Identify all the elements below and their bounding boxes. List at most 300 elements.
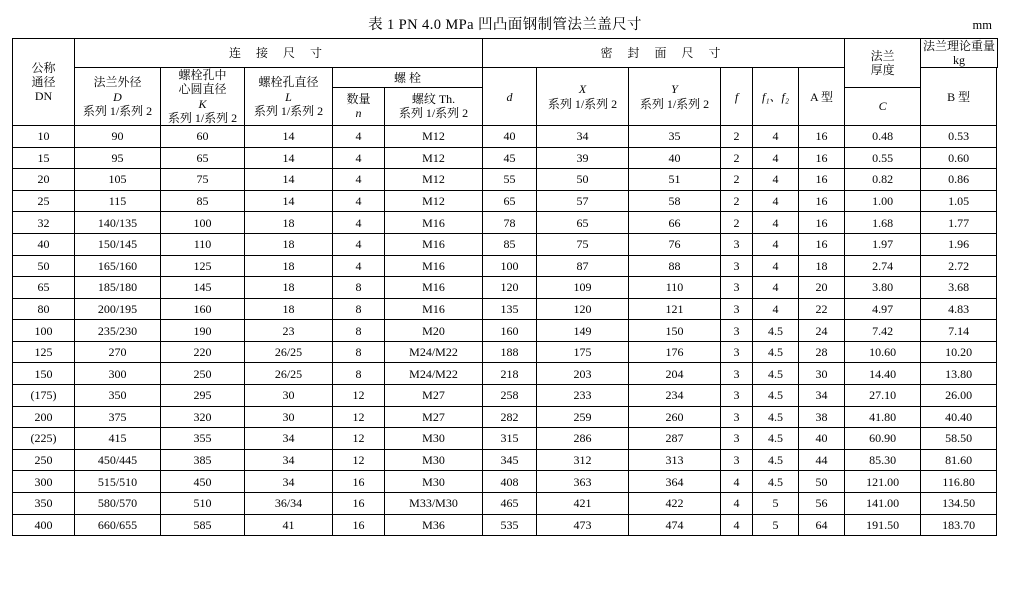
cell-seal-f: 3	[721, 341, 753, 363]
table-row	[13, 385, 998, 407]
cell-bolt-thread: M16	[385, 233, 483, 255]
cell-bolt-circle: 65	[161, 147, 245, 169]
cell-seal-f: 3	[721, 449, 753, 471]
cell-seal-f: 2	[721, 190, 753, 212]
cell-bolt-thread: M30	[385, 428, 483, 450]
cell-bolt-count: 8	[333, 341, 385, 363]
cell-dn: 32	[13, 212, 75, 234]
cell-dn: (175)	[13, 385, 75, 407]
cell-weight-b: 1.77	[921, 212, 997, 234]
cell-dn: 15	[13, 147, 75, 169]
cell-dn: 50	[13, 255, 75, 277]
cell-seal-y: 35	[629, 125, 721, 147]
cell-bolt-circle: 220	[161, 341, 245, 363]
cell-weight-a: 0.82	[845, 169, 921, 191]
cell-seal-x: 120	[537, 298, 629, 320]
cell-thickness: 28	[799, 341, 845, 363]
cell-dn: 65	[13, 277, 75, 299]
cell-seal-x: 109	[537, 277, 629, 299]
cell-weight-a: 1.68	[845, 212, 921, 234]
cell-outer-diameter: 90	[75, 125, 161, 147]
header-weight-type-b: B 型	[921, 68, 997, 126]
table-row	[13, 125, 998, 147]
header-outer-diameter: 法兰外径 D 系列 1/系列 2	[75, 68, 161, 126]
cell-weight-b: 2.72	[921, 255, 997, 277]
cell-weight-b: 1.05	[921, 190, 997, 212]
cell-bolt-circle: 85	[161, 190, 245, 212]
cell-bolt-thread: M16	[385, 277, 483, 299]
cell-seal-y: 313	[629, 449, 721, 471]
cell-seal-f: 2	[721, 169, 753, 191]
table-body	[13, 125, 998, 535]
cell-weight-b: 3.68	[921, 277, 997, 299]
cell-thickness: 50	[799, 471, 845, 493]
cell-seal-f: 3	[721, 320, 753, 342]
cell-seal-f1f2: 4	[753, 212, 799, 234]
cell-outer-diameter: 105	[75, 169, 161, 191]
cell-weight-b: 0.86	[921, 169, 997, 191]
cell-seal-f: 2	[721, 125, 753, 147]
cell-bolt-count: 4	[333, 147, 385, 169]
cell-seal-d: 188	[483, 341, 537, 363]
cell-weight-a: 1.00	[845, 190, 921, 212]
cell-weight-b: 13.80	[921, 363, 997, 385]
cell-seal-f: 3	[721, 298, 753, 320]
cell-bolt-count: 8	[333, 320, 385, 342]
table-row	[13, 449, 998, 471]
unit-label: mm	[972, 18, 992, 32]
cell-seal-x: 65	[537, 212, 629, 234]
cell-bolt-circle: 355	[161, 428, 245, 450]
cell-seal-y: 234	[629, 385, 721, 407]
cell-thickness: 38	[799, 406, 845, 428]
cell-outer-diameter: 185/180	[75, 277, 161, 299]
cell-bolt-hole: 14	[245, 125, 333, 147]
cell-weight-b: 183.70	[921, 514, 997, 536]
cell-weight-a: 2.74	[845, 255, 921, 277]
cell-seal-y: 58	[629, 190, 721, 212]
cell-weight-b: 10.20	[921, 341, 997, 363]
cell-seal-x: 39	[537, 147, 629, 169]
cell-seal-f1f2: 4.5	[753, 428, 799, 450]
cell-seal-d: 408	[483, 471, 537, 493]
cell-bolt-count: 4	[333, 212, 385, 234]
cell-seal-d: 40	[483, 125, 537, 147]
cell-bolt-thread: M12	[385, 169, 483, 191]
cell-bolt-hole: 26/25	[245, 363, 333, 385]
cell-bolt-count: 12	[333, 385, 385, 407]
cell-seal-x: 473	[537, 514, 629, 536]
cell-bolt-circle: 320	[161, 406, 245, 428]
header-bolt-circle: 螺栓孔中 心圆直径 K 系列 1/系列 2	[161, 68, 245, 126]
cell-seal-x: 233	[537, 385, 629, 407]
cell-seal-f1f2: 4	[753, 147, 799, 169]
cell-weight-a: 3.80	[845, 277, 921, 299]
cell-bolt-hole: 23	[245, 320, 333, 342]
cell-outer-diameter: 140/135	[75, 212, 161, 234]
cell-seal-f1f2: 4	[753, 298, 799, 320]
cell-seal-x: 149	[537, 320, 629, 342]
cell-weight-b: 58.50	[921, 428, 997, 450]
cell-seal-d: 120	[483, 277, 537, 299]
cell-bolt-hole: 34	[245, 471, 333, 493]
table-header	[13, 39, 998, 126]
cell-seal-d: 160	[483, 320, 537, 342]
cell-bolt-hole: 18	[245, 277, 333, 299]
cell-thickness: 56	[799, 493, 845, 515]
table-row	[13, 514, 998, 536]
cell-seal-f: 2	[721, 212, 753, 234]
cell-bolt-circle: 110	[161, 233, 245, 255]
cell-bolt-thread: M16	[385, 255, 483, 277]
cell-weight-b: 116.80	[921, 471, 997, 493]
cell-seal-y: 51	[629, 169, 721, 191]
table-row	[13, 493, 998, 515]
cell-weight-b: 4.83	[921, 298, 997, 320]
cell-seal-x: 34	[537, 125, 629, 147]
cell-bolt-circle: 585	[161, 514, 245, 536]
cell-seal-d: 535	[483, 514, 537, 536]
cell-outer-diameter: 150/145	[75, 233, 161, 255]
header-flange-thickness-c: C	[845, 87, 921, 125]
cell-seal-y: 364	[629, 471, 721, 493]
cell-seal-f: 3	[721, 363, 753, 385]
header-theoretical-weight: 法兰理论重量 kg	[921, 39, 998, 68]
cell-bolt-count: 8	[333, 363, 385, 385]
cell-bolt-thread: M30	[385, 449, 483, 471]
cell-thickness: 16	[799, 147, 845, 169]
cell-seal-d: 315	[483, 428, 537, 450]
cell-weight-a: 0.48	[845, 125, 921, 147]
table-row	[13, 169, 998, 191]
cell-bolt-count: 8	[333, 298, 385, 320]
cell-weight-a: 60.90	[845, 428, 921, 450]
header-seal-y: Y 系列 1/系列 2	[629, 68, 721, 126]
cell-weight-b: 40.40	[921, 406, 997, 428]
cell-bolt-hole: 14	[245, 190, 333, 212]
cell-dn: 10	[13, 125, 75, 147]
cell-bolt-count: 16	[333, 471, 385, 493]
cell-seal-x: 286	[537, 428, 629, 450]
cell-weight-b: 1.96	[921, 233, 997, 255]
cell-bolt-thread: M27	[385, 385, 483, 407]
cell-bolt-circle: 145	[161, 277, 245, 299]
cell-outer-diameter: 515/510	[75, 471, 161, 493]
cell-outer-diameter: 415	[75, 428, 161, 450]
cell-seal-x: 175	[537, 341, 629, 363]
cell-bolt-hole: 14	[245, 169, 333, 191]
table-row	[13, 277, 998, 299]
cell-seal-d: 65	[483, 190, 537, 212]
cell-bolt-count: 4	[333, 233, 385, 255]
cell-bolt-hole: 14	[245, 147, 333, 169]
cell-seal-y: 121	[629, 298, 721, 320]
cell-bolt-count: 4	[333, 125, 385, 147]
cell-seal-d: 465	[483, 493, 537, 515]
cell-seal-y: 287	[629, 428, 721, 450]
cell-weight-a: 4.97	[845, 298, 921, 320]
cell-outer-diameter: 95	[75, 147, 161, 169]
cell-seal-d: 218	[483, 363, 537, 385]
cell-seal-d: 45	[483, 147, 537, 169]
cell-bolt-thread: M30	[385, 471, 483, 493]
table-row	[13, 298, 998, 320]
cell-weight-b: 7.14	[921, 320, 997, 342]
header-seal-f: f	[721, 68, 753, 126]
cell-outer-diameter: 200/195	[75, 298, 161, 320]
cell-bolt-count: 12	[333, 449, 385, 471]
cell-thickness: 16	[799, 169, 845, 191]
cell-thickness: 16	[799, 212, 845, 234]
cell-seal-f1f2: 4.5	[753, 341, 799, 363]
cell-seal-d: 135	[483, 298, 537, 320]
cell-seal-d: 55	[483, 169, 537, 191]
cell-bolt-hole: 26/25	[245, 341, 333, 363]
cell-outer-diameter: 350	[75, 385, 161, 407]
cell-weight-a: 41.80	[845, 406, 921, 428]
cell-bolt-thread: M12	[385, 190, 483, 212]
header-bolt: 螺 栓	[333, 68, 483, 88]
cell-dn: 400	[13, 514, 75, 536]
cell-thickness: 44	[799, 449, 845, 471]
cell-thickness: 34	[799, 385, 845, 407]
flange-dimensions-table	[12, 38, 998, 536]
cell-weight-a: 7.42	[845, 320, 921, 342]
table-row	[13, 190, 998, 212]
cell-seal-y: 76	[629, 233, 721, 255]
cell-outer-diameter: 235/230	[75, 320, 161, 342]
cell-seal-d: 345	[483, 449, 537, 471]
cell-dn: 20	[13, 169, 75, 191]
cell-dn: 300	[13, 471, 75, 493]
cell-bolt-thread: M33/M30	[385, 493, 483, 515]
cell-seal-f1f2: 4.5	[753, 471, 799, 493]
cell-thickness: 24	[799, 320, 845, 342]
cell-seal-f1f2: 4	[753, 255, 799, 277]
cell-bolt-thread: M24/M22	[385, 341, 483, 363]
cell-dn: 25	[13, 190, 75, 212]
cell-bolt-circle: 160	[161, 298, 245, 320]
cell-seal-f: 3	[721, 406, 753, 428]
cell-bolt-circle: 295	[161, 385, 245, 407]
cell-weight-b: 0.60	[921, 147, 997, 169]
cell-seal-f1f2: 5	[753, 514, 799, 536]
cell-bolt-count: 12	[333, 406, 385, 428]
header-flange-thickness: 法兰 厚度	[845, 39, 921, 88]
table-row	[13, 471, 998, 493]
cell-thickness: 18	[799, 255, 845, 277]
cell-bolt-hole: 41	[245, 514, 333, 536]
cell-seal-y: 422	[629, 493, 721, 515]
cell-seal-f: 4	[721, 514, 753, 536]
cell-seal-f1f2: 4.5	[753, 363, 799, 385]
cell-seal-y: 88	[629, 255, 721, 277]
cell-seal-x: 87	[537, 255, 629, 277]
table-row	[13, 406, 998, 428]
cell-bolt-hole: 30	[245, 385, 333, 407]
header-dn: 公称 通径 DN	[13, 39, 75, 126]
cell-outer-diameter: 660/655	[75, 514, 161, 536]
cell-outer-diameter: 165/160	[75, 255, 161, 277]
cell-bolt-circle: 450	[161, 471, 245, 493]
cell-bolt-hole: 36/34	[245, 493, 333, 515]
cell-seal-f: 3	[721, 277, 753, 299]
cell-seal-f: 3	[721, 428, 753, 450]
cell-thickness: 30	[799, 363, 845, 385]
cell-weight-a: 27.10	[845, 385, 921, 407]
cell-bolt-circle: 125	[161, 255, 245, 277]
cell-dn: (225)	[13, 428, 75, 450]
header-seal-x: X 系列 1/系列 2	[537, 68, 629, 126]
cell-bolt-count: 4	[333, 190, 385, 212]
cell-seal-f1f2: 4	[753, 169, 799, 191]
cell-bolt-thread: M12	[385, 125, 483, 147]
cell-seal-f1f2: 4.5	[753, 385, 799, 407]
cell-bolt-thread: M20	[385, 320, 483, 342]
header-bolt-count: 数量 n	[333, 87, 385, 125]
cell-dn: 350	[13, 493, 75, 515]
cell-outer-diameter: 115	[75, 190, 161, 212]
cell-bolt-count: 4	[333, 169, 385, 191]
cell-seal-x: 75	[537, 233, 629, 255]
cell-bolt-circle: 510	[161, 493, 245, 515]
cell-dn: 125	[13, 341, 75, 363]
cell-thickness: 16	[799, 190, 845, 212]
cell-weight-b: 0.53	[921, 125, 997, 147]
cell-dn: 200	[13, 406, 75, 428]
header-seal-f1-f2: f₁、f₂	[753, 68, 799, 126]
cell-bolt-hole: 34	[245, 428, 333, 450]
cell-outer-diameter: 580/570	[75, 493, 161, 515]
cell-bolt-thread: M16	[385, 212, 483, 234]
cell-bolt-hole: 18	[245, 212, 333, 234]
header-connection-dims: 连 接 尺 寸	[75, 39, 483, 68]
cell-thickness: 16	[799, 233, 845, 255]
header-row-1	[13, 39, 998, 68]
cell-seal-y: 150	[629, 320, 721, 342]
cell-dn: 40	[13, 233, 75, 255]
cell-seal-f1f2: 4	[753, 233, 799, 255]
cell-seal-x: 363	[537, 471, 629, 493]
cell-bolt-hole: 18	[245, 298, 333, 320]
cell-seal-x: 259	[537, 406, 629, 428]
cell-bolt-count: 16	[333, 493, 385, 515]
cell-seal-x: 312	[537, 449, 629, 471]
cell-dn: 150	[13, 363, 75, 385]
cell-seal-d: 282	[483, 406, 537, 428]
cell-seal-y: 40	[629, 147, 721, 169]
header-seal-d: d	[483, 68, 537, 126]
cell-outer-diameter: 375	[75, 406, 161, 428]
cell-seal-x: 50	[537, 169, 629, 191]
cell-outer-diameter: 300	[75, 363, 161, 385]
cell-weight-b: 81.60	[921, 449, 997, 471]
cell-bolt-circle: 75	[161, 169, 245, 191]
header-bolt-thread: 螺纹 Th. 系列 1/系列 2	[385, 87, 483, 125]
cell-seal-f1f2: 4.5	[753, 449, 799, 471]
table-row	[13, 212, 998, 234]
cell-bolt-thread: M27	[385, 406, 483, 428]
cell-seal-f1f2: 4	[753, 190, 799, 212]
cell-seal-y: 260	[629, 406, 721, 428]
table-row	[13, 363, 998, 385]
cell-thickness: 64	[799, 514, 845, 536]
cell-dn: 100	[13, 320, 75, 342]
cell-weight-b: 134.50	[921, 493, 997, 515]
cell-seal-f: 2	[721, 147, 753, 169]
cell-bolt-circle: 250	[161, 363, 245, 385]
cell-weight-a: 1.97	[845, 233, 921, 255]
cell-seal-f1f2: 4.5	[753, 406, 799, 428]
cell-bolt-thread: M24/M22	[385, 363, 483, 385]
cell-seal-f1f2: 4.5	[753, 320, 799, 342]
table-row	[13, 147, 998, 169]
cell-bolt-hole: 18	[245, 255, 333, 277]
cell-bolt-circle: 60	[161, 125, 245, 147]
cell-seal-x: 203	[537, 363, 629, 385]
cell-bolt-thread: M16	[385, 298, 483, 320]
cell-seal-f: 3	[721, 385, 753, 407]
table-row	[13, 233, 998, 255]
cell-seal-y: 110	[629, 277, 721, 299]
cell-outer-diameter: 450/445	[75, 449, 161, 471]
cell-seal-f: 4	[721, 471, 753, 493]
cell-seal-f1f2: 4	[753, 125, 799, 147]
cell-bolt-circle: 190	[161, 320, 245, 342]
cell-bolt-count: 16	[333, 514, 385, 536]
cell-bolt-thread: M12	[385, 147, 483, 169]
cell-thickness: 16	[799, 125, 845, 147]
cell-seal-y: 66	[629, 212, 721, 234]
cell-bolt-count: 4	[333, 255, 385, 277]
cell-dn: 80	[13, 298, 75, 320]
header-weight-type-a: A 型	[799, 68, 845, 126]
title-row	[12, 8, 998, 34]
cell-weight-a: 14.40	[845, 363, 921, 385]
cell-bolt-hole: 30	[245, 406, 333, 428]
cell-bolt-count: 8	[333, 277, 385, 299]
cell-weight-a: 85.30	[845, 449, 921, 471]
cell-bolt-circle: 100	[161, 212, 245, 234]
table-row	[13, 320, 998, 342]
cell-thickness: 22	[799, 298, 845, 320]
cell-bolt-hole: 34	[245, 449, 333, 471]
cell-seal-f1f2: 4	[753, 277, 799, 299]
cell-seal-d: 258	[483, 385, 537, 407]
cell-seal-y: 176	[629, 341, 721, 363]
table-row	[13, 428, 998, 450]
cell-seal-f1f2: 5	[753, 493, 799, 515]
cell-bolt-thread: M36	[385, 514, 483, 536]
cell-seal-y: 474	[629, 514, 721, 536]
cell-seal-f: 3	[721, 255, 753, 277]
cell-bolt-count: 12	[333, 428, 385, 450]
header-bolt-hole-diameter: 螺栓孔直径 L 系列 1/系列 2	[245, 68, 333, 126]
cell-weight-a: 121.00	[845, 471, 921, 493]
cell-thickness: 20	[799, 277, 845, 299]
cell-weight-b: 26.00	[921, 385, 997, 407]
cell-bolt-circle: 385	[161, 449, 245, 471]
cell-dn: 250	[13, 449, 75, 471]
cell-seal-d: 85	[483, 233, 537, 255]
cell-seal-x: 421	[537, 493, 629, 515]
cell-bolt-hole: 18	[245, 233, 333, 255]
cell-weight-a: 141.00	[845, 493, 921, 515]
page-title: 表 1 PN 4.0 MPa 凹凸面钢制管法兰盖尺寸	[368, 17, 642, 33]
header-sealing-dims: 密 封 面 尺 寸	[483, 39, 845, 68]
cell-weight-a: 191.50	[845, 514, 921, 536]
cell-seal-d: 78	[483, 212, 537, 234]
